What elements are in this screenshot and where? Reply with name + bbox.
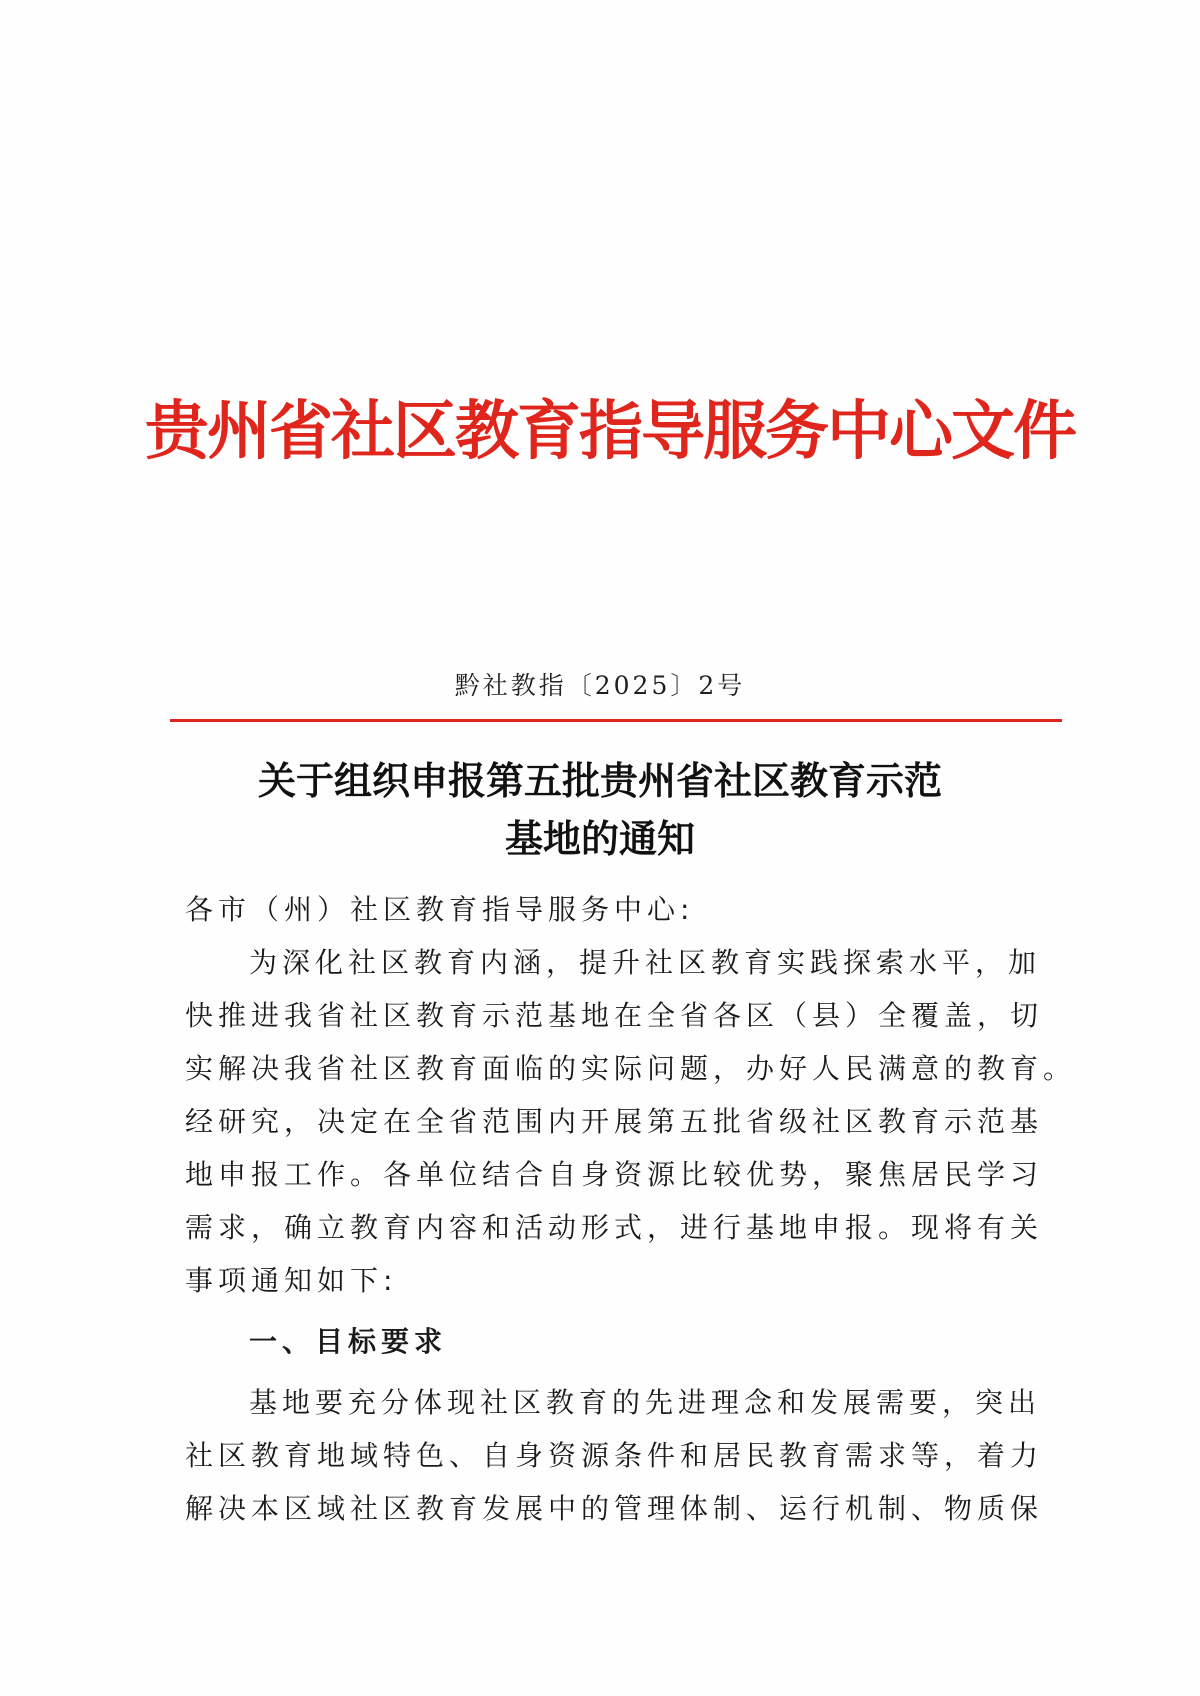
paragraph-line: 实解决我省社区教育面临的实际问题，办好人民满意的教育。 [185,1052,1077,1085]
paragraph-line: 经研究，决定在全省范围内开展第五批省级社区教育示范基 [185,1105,1044,1138]
notice-title-line-2: 基地的通知 [504,816,695,861]
paragraph-line: 需求，确立教育内容和活动形式，进行基地申报。现将有关 [185,1211,1044,1244]
paragraph-1 [185,936,1077,1307]
section-heading: 一、目标要求 [249,1325,448,1358]
spacer [185,1307,1035,1315]
notice-title [150,752,1050,868]
red-divider-line [170,719,1062,722]
salutation: 各市（州）社区教育指导服务中心: [185,893,695,926]
document-number: 黔社教指〔2025〕2号 [454,671,746,700]
paragraph-line: 社区教育地域特色、自身资源条件和居民教育需求等，着力 [185,1439,1044,1472]
issuer-header: 贵州省社区教育指导服务中心文件 [145,394,1075,469]
paragraph-line: 解决本区域社区教育发展中的管理体制、运行机制、物质保 [185,1492,1044,1525]
paragraph-2 [185,1376,1044,1535]
notice-title-line-1: 关于组织申报第五批贵州省社区教育示范 [257,758,942,803]
notice-body [185,883,1077,1535]
spacer [185,1368,1035,1376]
paragraph-line: 基地要充分体现社区教育的先进理念和发展需要，突出 [249,1386,1042,1419]
paragraph-line: 地申报工作。各单位结合自身资源比较优势，聚焦居民学习 [185,1158,1044,1191]
paragraph-line: 事项通知如下: [185,1264,398,1297]
paragraph-line: 为深化社区教育内涵，提升社区教育实践探索水平，加 [249,946,1042,979]
paragraph-line: 快推进我省社区教育示范基地在全省各区（县）全覆盖，切 [185,999,1044,1032]
